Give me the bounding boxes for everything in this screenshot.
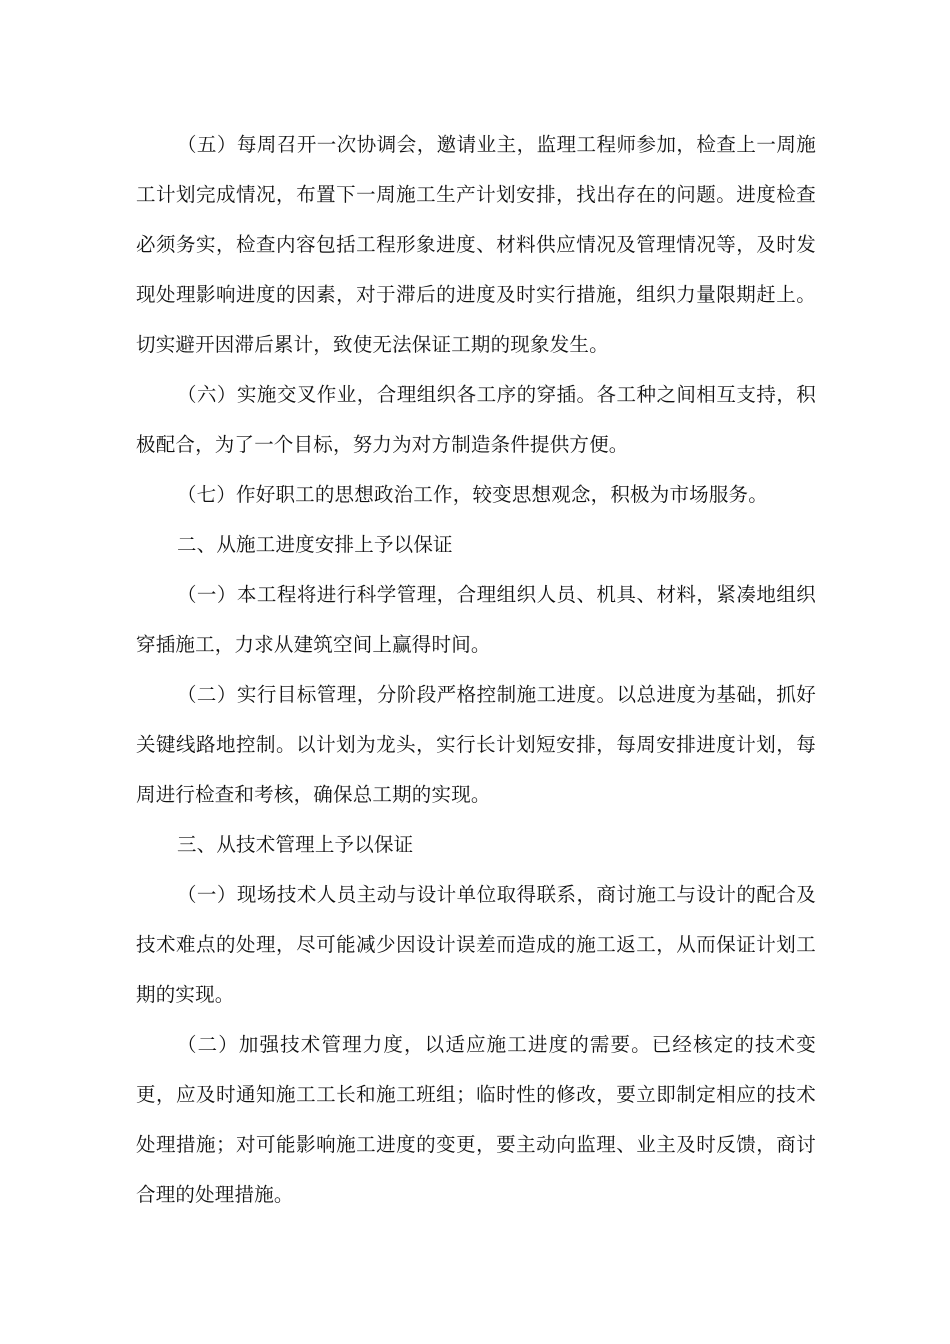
paragraph-technical-2: （二）加强技术管理力度，以适应施工进度的需要。已经核定的技术变更，应及时通知施工工长和施工班组；临时性的修改，要立即制定相应的技术处理措施；对可能影响施工进度的变更，要主动向监理、业主及时反馈，商讨合理的处理措施。 bbox=[136, 1033, 816, 1206]
paragraph-5-weekly-meeting: （五）每周召开一次协调会，邀请业主，监理工程师参加，检查上一周施工计划完成情况，布置下一周施工生产计划安排，找出存在的问题。进度检查必须务实，检查内容包括工程形象进度、材料供应情况及管理情况等，及时发现处理影响进度的因素，对于滞后的进度及时实行措施，组织力量限期赶上。切实避开因滞后累计，致使无法保证工期的现象发生。 bbox=[136, 133, 816, 356]
document-page bbox=[136, 120, 816, 1220]
paragraph-6-cross-operation: （六）实施交叉作业，合理组织各工序的穿插。各工种之间相互支持，积极配合，为了一个目标，努力为对方制造条件提供方便。 bbox=[136, 383, 816, 456]
section-heading-schedule: 二、从施工进度安排上予以保证 bbox=[176, 533, 453, 556]
paragraph-7-staff-work: （七）作好职工的思想政治工作，较变思想观念，积极为市场服务。 bbox=[176, 483, 768, 506]
paragraph-schedule-2: （二）实行目标管理，分阶段严格控制施工进度。以总进度为基础，抓好关键线路地控制。以计划为龙头，实行长计划短安排，每周安排进度计划，每周进行检查和考核，确保总工期的实现。 bbox=[136, 683, 816, 806]
section-heading-technical: 三、从技术管理上予以保证 bbox=[176, 833, 414, 856]
paragraph-schedule-1: （一）本工程将进行科学管理，合理组织人员、机具、材料，紧凑地组织穿插施工，力求从建筑空间上赢得时间。 bbox=[136, 583, 816, 656]
paragraph-technical-1: （一）现场技术人员主动与设计单位取得联系，商讨施工与设计的配合及技术难点的处理，尽可能减少因设计误差而造成的施工返工，从而保证计划工期的实现。 bbox=[136, 883, 816, 1006]
